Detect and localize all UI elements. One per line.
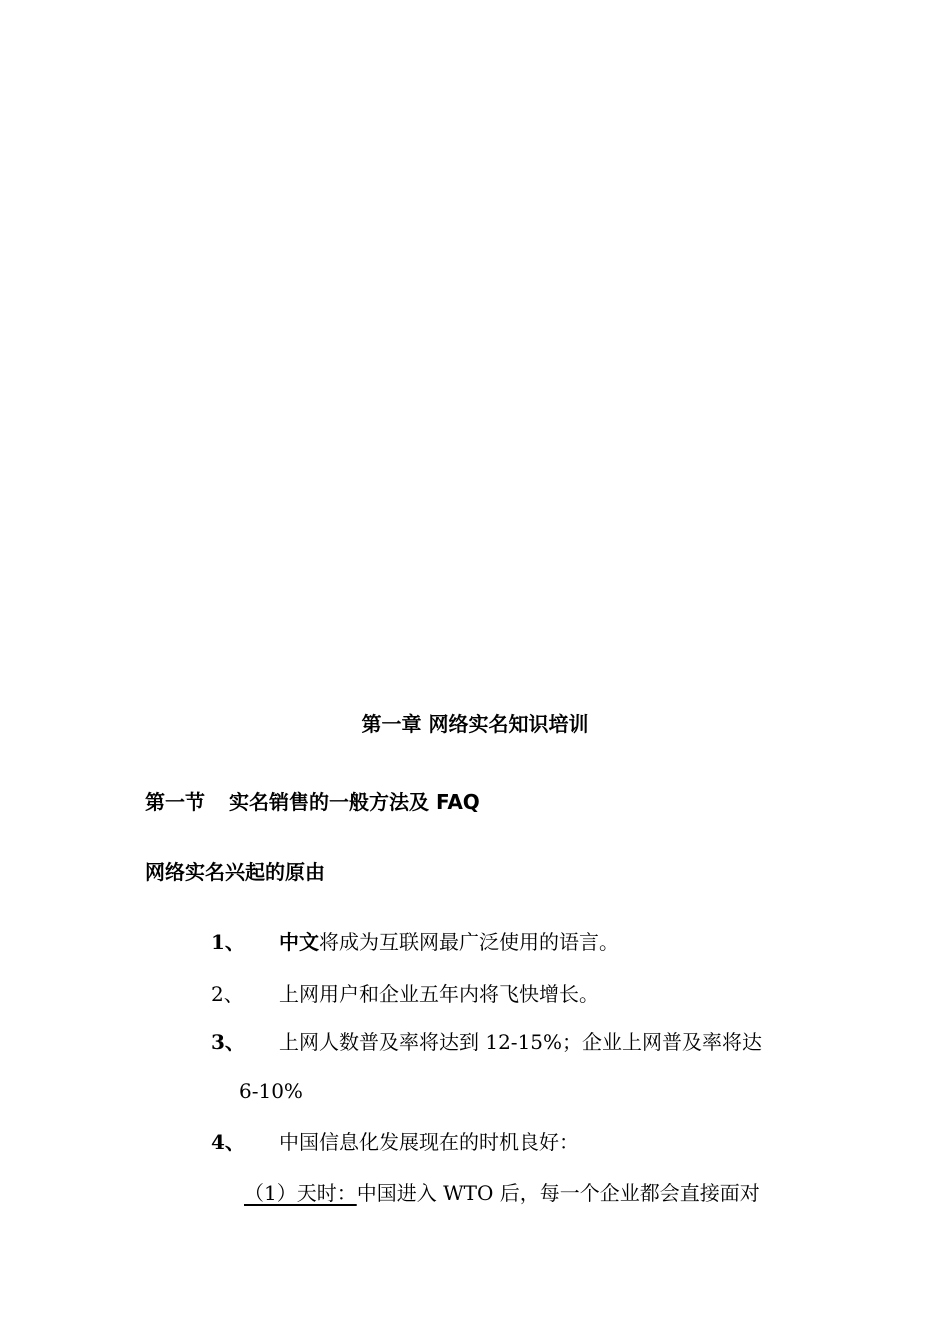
sub-list-item-label: （1）天时： — [244, 1181, 357, 1205]
sub-list-item — [244, 1181, 760, 1205]
list-item — [211, 930, 619, 954]
list-item — [211, 982, 599, 1006]
chapter-title: 第一章 网络实名知识培训 — [361, 712, 589, 736]
list-item — [211, 1130, 579, 1154]
section-title — [145, 790, 480, 814]
list-item-number: 2、 — [211, 982, 244, 1006]
list-item-text: 上网人数普及率将达到 12-15%；企业上网普及率将达 — [279, 1030, 763, 1054]
list-item-text: 上网用户和企业五年内将飞快增长。 — [279, 982, 599, 1006]
list-item-continuation: 6-10% — [239, 1079, 303, 1103]
sub-list-item-text: 中国进入 WTO 后，每一个企业都会直接面对 — [356, 1181, 760, 1205]
section-name: 实名销售的一般方法及 FAQ — [229, 790, 480, 814]
list-item-text: 中国信息化发展现在的时机良好： — [279, 1130, 579, 1154]
list-item-number: 1、 — [211, 930, 245, 954]
list-item-bold-lead: 中文 — [279, 930, 319, 954]
list-item-text: 将成为互联网最广泛使用的语言。 — [319, 930, 619, 954]
list-item — [211, 1030, 762, 1054]
list-item-number: 3、 — [211, 1030, 245, 1054]
list-item-number: 4、 — [211, 1130, 245, 1154]
subheading: 网络实名兴起的原由 — [145, 860, 325, 884]
section-number: 第一节 — [145, 790, 205, 814]
